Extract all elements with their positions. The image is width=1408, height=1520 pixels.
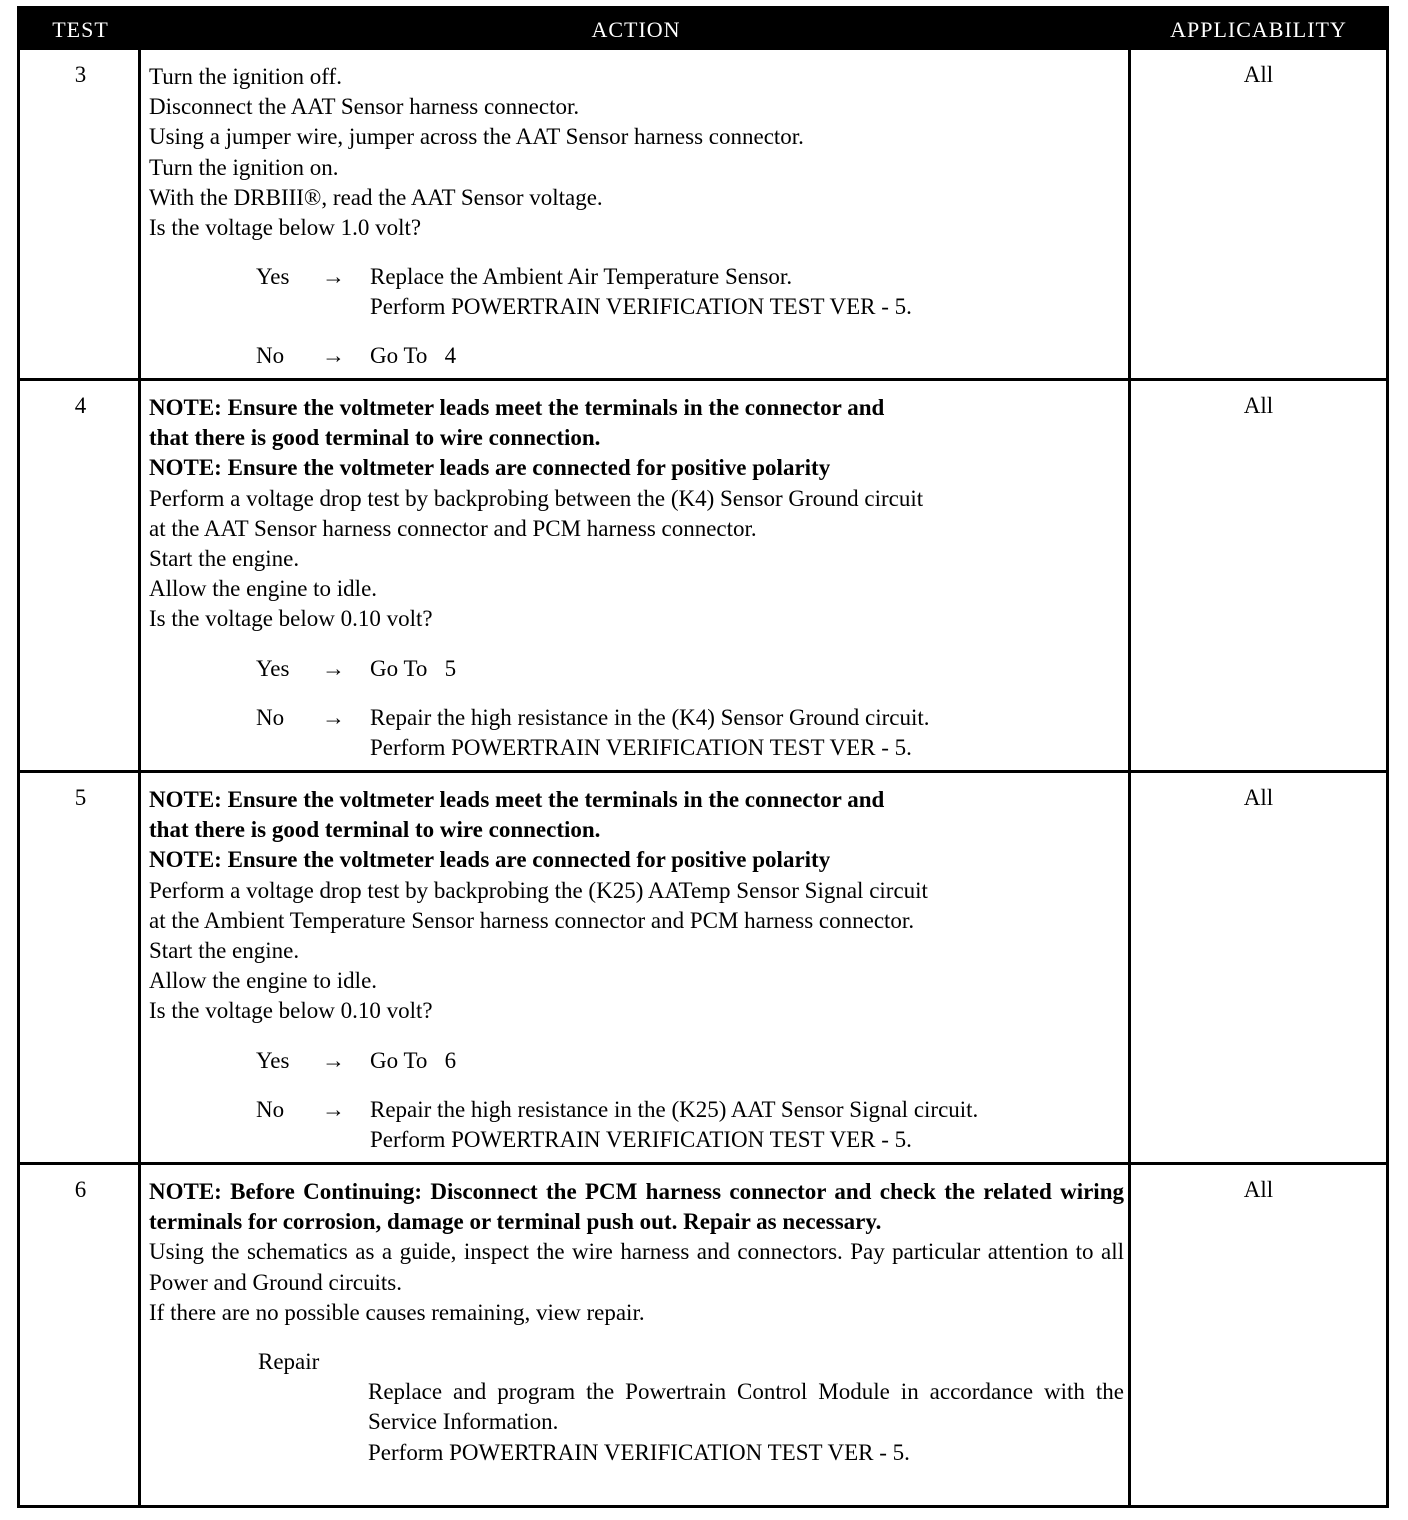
yes-branch <box>149 654 1124 684</box>
yes-result: Go To 6 <box>370 1047 457 1073</box>
no-label: No <box>256 343 285 369</box>
arrow-icon: → <box>322 264 345 290</box>
table-header <box>20 9 1386 50</box>
no-branch <box>149 1095 1124 1155</box>
diagnostic-table <box>17 6 1389 1508</box>
table-row <box>20 50 1386 378</box>
yes-result-verify: Perform POWERTRAIN VERIFICATION TEST VER - 5. <box>370 294 912 320</box>
action-line: Using a jumper wire, jumper across the AAT Sensor harness connector. <box>149 124 804 150</box>
header-test: TEST <box>52 17 109 42</box>
yes-branch <box>149 1046 1124 1076</box>
applicability-cell: All <box>1243 62 1274 87</box>
action-line: Is the voltage below 1.0 volt? <box>149 215 422 241</box>
action-line: If there are no possible causes remaining, view repair. <box>149 1299 645 1325</box>
test-number: 4 <box>74 393 87 418</box>
action-line: With the DRBIII®, read the AAT Sensor voltage. <box>149 184 603 210</box>
yes-result: Go To 5 <box>370 655 457 681</box>
header-action: ACTION <box>591 17 681 42</box>
action-line: at the Ambient Temperature Sensor harness connector and PCM harness connector. <box>149 907 915 933</box>
action-line: Allow the engine to idle. <box>149 576 378 602</box>
arrow-icon: → <box>322 655 345 681</box>
arrow-icon: → <box>322 704 345 730</box>
action-line: Turn the ignition on. <box>149 154 339 180</box>
table-row <box>20 1165 1386 1505</box>
yes-branch <box>149 262 1124 322</box>
arrow-icon: → <box>322 1096 345 1122</box>
note-line: that there is good terminal to wire connection. <box>149 817 601 843</box>
action-paragraph: Using the schematics as a guide, inspect the wire harness and connectors. Pay particular attention to all Power and Ground circuits. <box>149 1239 1124 1295</box>
action-line: Start the engine. <box>149 938 300 964</box>
action-cell <box>149 62 1124 371</box>
action-cell <box>149 785 1124 1155</box>
test-number: 6 <box>74 1177 87 1202</box>
action-line: Perform a voltage drop test by backprobing between the (K4) Sensor Ground circuit <box>149 485 924 511</box>
applicability-cell: All <box>1243 785 1274 810</box>
repair-label: Repair <box>258 1349 320 1375</box>
no-result: Go To 4 <box>370 343 457 369</box>
repair-verify: Perform POWERTRAIN VERIFICATION TEST VER - 5. <box>368 1439 910 1465</box>
no-label: No <box>256 1096 285 1122</box>
note-line: NOTE: Ensure the voltmeter leads meet the terminals in the connector and <box>149 395 885 420</box>
action-line: Turn the ignition off. <box>149 64 342 89</box>
arrow-icon: → <box>322 1047 345 1073</box>
test-number: 5 <box>74 785 87 810</box>
yes-label: Yes <box>256 1047 290 1073</box>
arrow-icon: → <box>322 343 345 369</box>
action-line: Allow the engine to idle. <box>149 968 378 994</box>
yes-label: Yes <box>256 655 290 681</box>
action-line: Start the engine. <box>149 546 300 572</box>
repair-text: Replace and program the Powertrain Control Module in accordance with the Service Information. <box>368 1379 1124 1435</box>
action-line: Is the voltage below 0.10 volt? <box>149 606 433 632</box>
action-line: Perform a voltage drop test by backprobing the (K25) AATemp Sensor Signal circuit <box>149 877 928 903</box>
applicability-cell: All <box>1243 1177 1274 1202</box>
note-paragraph: NOTE: Before Continuing: Disconnect the PCM harness connector and check the related wiring terminals for corrosion, damage or terminal push out. Repair as necessary. <box>149 1179 1124 1235</box>
note-line: NOTE: Ensure the voltmeter leads are connected for positive polarity <box>149 847 831 873</box>
note-line: NOTE: Ensure the voltmeter leads are connected for positive polarity <box>149 455 831 481</box>
table-row <box>20 381 1386 770</box>
test-number: 3 <box>74 62 87 87</box>
no-result-verify: Perform POWERTRAIN VERIFICATION TEST VER - 5. <box>370 1126 912 1152</box>
header-applicability: APPLICABILITY <box>1170 17 1347 42</box>
applicability-cell: All <box>1243 393 1274 418</box>
no-branch <box>149 341 1124 371</box>
no-result: Repair the high resistance in the (K25) AAT Sensor Signal circuit. <box>370 1096 979 1122</box>
action-line: Disconnect the AAT Sensor harness connector. <box>149 94 580 120</box>
action-line: at the AAT Sensor harness connector and PCM harness connector. <box>149 515 757 541</box>
no-result-verify: Perform POWERTRAIN VERIFICATION TEST VER - 5. <box>370 734 912 760</box>
action-cell <box>149 1177 1124 1468</box>
note-line: NOTE: Ensure the voltmeter leads meet the terminals in the connector and <box>149 787 885 812</box>
action-line: Is the voltage below 0.10 volt? <box>149 998 433 1024</box>
no-label: No <box>256 704 285 730</box>
no-result: Repair the high resistance in the (K4) Sensor Ground circuit. <box>370 704 930 730</box>
table-row <box>20 773 1386 1162</box>
action-cell <box>149 393 1124 763</box>
no-branch <box>149 703 1124 763</box>
yes-label: Yes <box>256 264 290 290</box>
note-line: that there is good terminal to wire connection. <box>149 425 601 451</box>
yes-result: Replace the Ambient Air Temperature Sensor. <box>370 264 793 290</box>
